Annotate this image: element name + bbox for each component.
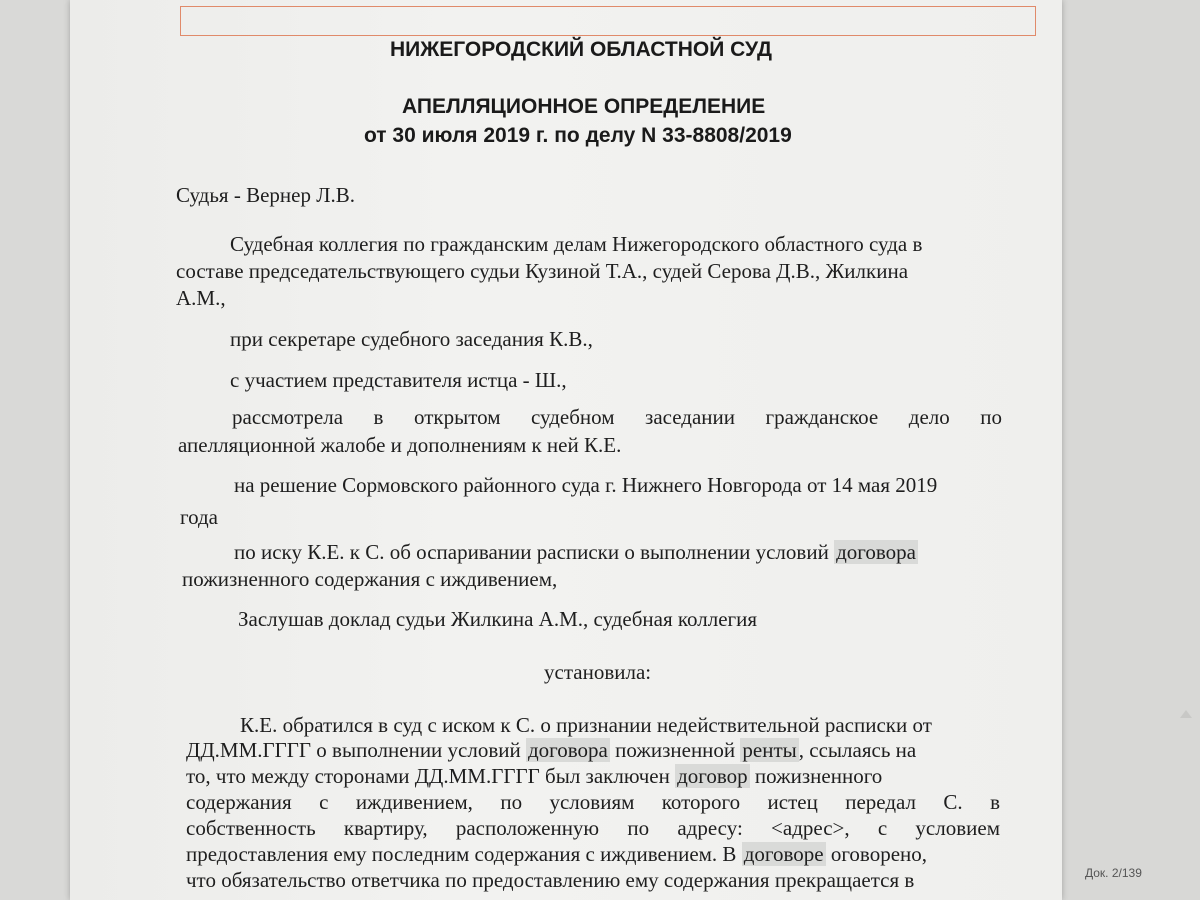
court-title: НИЖЕГОРОДСКИЙ ОБЛАСТНОЙ СУД	[390, 38, 772, 61]
text-segment: пожизненной	[615, 738, 736, 762]
text-segment: по иску К.Е. к С. об оспаривании расписки о выполнении условий	[234, 540, 829, 564]
document-page	[70, 0, 1062, 900]
paragraph-line: пожизненного содержания с иждивением,	[182, 567, 558, 591]
paragraph-line: с участием представителя истца - Ш.,	[230, 368, 567, 392]
search-hit[interactable]: ренты	[742, 738, 797, 762]
paragraph-line	[186, 764, 882, 789]
paragraph-line: А.М.,	[176, 286, 226, 310]
judge-line: Судья - Вернер Л.В.	[176, 183, 355, 207]
paragraph-line: года	[180, 505, 218, 529]
scroll-marker-icon[interactable]	[1180, 710, 1192, 718]
section-heading: установила:	[544, 660, 652, 684]
search-hit[interactable]: договора	[528, 738, 608, 762]
paragraph-line: составе председательствующего судьи Кузиной Т.А., судей Серова Д.В., Жилкина	[176, 259, 909, 283]
paragraph-line: К.Е. обратился в суд с иском к С. о признании недействительной расписки от	[240, 713, 932, 737]
right-margin	[1062, 0, 1200, 900]
document-date-case: от 30 июля 2019 г. по делу N 33-8808/2019	[364, 124, 792, 147]
paragraph-line: апелляционной жалобе и дополнениям к ней К.Е.	[178, 433, 622, 457]
paragraph-line: что обязательство ответчика по предоставлению ему содержания прекращается в	[186, 868, 915, 892]
text-segment: ДД.ММ.ГГГГ о выполнении условий	[186, 738, 521, 762]
paragraph-line	[186, 738, 916, 763]
document-counter: Док. 2/139	[1085, 866, 1142, 880]
search-highlight-strip[interactable]	[180, 6, 1036, 36]
search-hit[interactable]: договора	[836, 540, 916, 564]
text-segment: предоставления ему последним содержания с иждивением. В	[186, 842, 737, 866]
paragraph-line: на решение Сормовского районного суда г. Нижнего Новгорода от 14 мая 2019	[234, 473, 938, 497]
search-hit[interactable]: договор	[677, 764, 748, 788]
text-segment: то, что между сторонами ДД.ММ.ГГГГ был заключен	[186, 764, 670, 788]
paragraph-line: содержания с иждивением, по условиям которого истец передал С. в	[186, 790, 1000, 814]
paragraph-line: собственность квартиру, расположенную по адресу: <адрес>, с условием	[186, 816, 1000, 840]
paragraph-line: Заслушав доклад судьи Жилкина А.М., судебная коллегия	[238, 607, 758, 631]
paragraph-line	[234, 540, 918, 565]
paragraph-line: Судебная коллегия по гражданским делам Нижегородского областного суда в	[230, 232, 923, 256]
left-margin	[0, 0, 70, 900]
paragraph-line: рассмотрела в открытом судебном заседании гражданское дело по	[232, 405, 1002, 429]
document-type: АПЕЛЛЯЦИОННОЕ ОПРЕДЕЛЕНИЕ	[402, 95, 766, 118]
search-hit[interactable]: договоре	[743, 842, 824, 866]
text-segment: оговорено,	[830, 842, 927, 866]
text-segment: , ссылаясь на	[798, 738, 917, 762]
paragraph-line: при секретаре судебного заседания К.В.,	[230, 327, 593, 351]
paragraph-line	[186, 842, 927, 867]
text-segment: пожизненного	[754, 764, 883, 788]
